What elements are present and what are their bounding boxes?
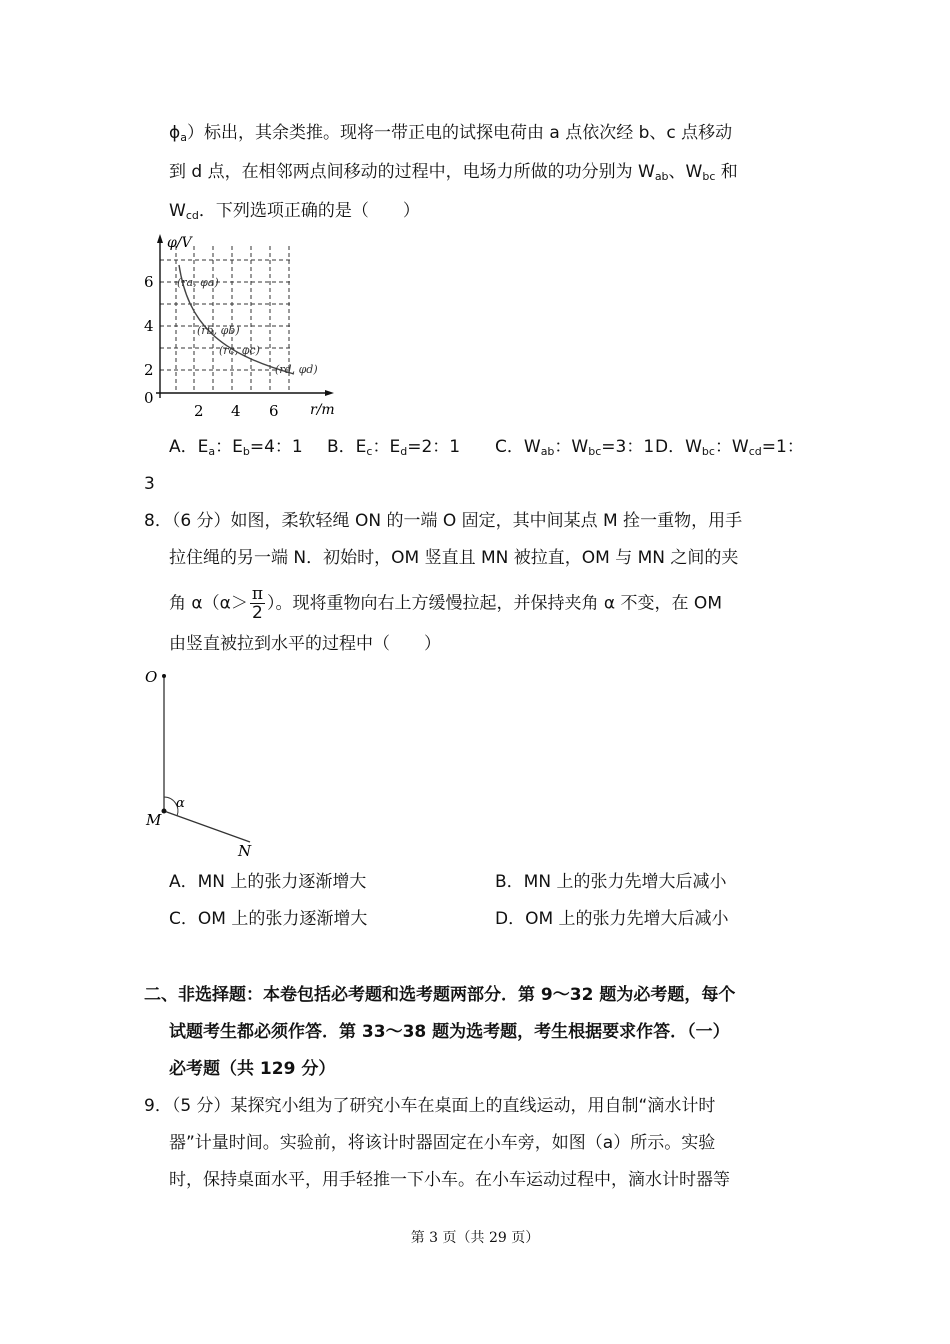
page-footer: 第 3 页（共 29 页） — [410, 1230, 540, 1246]
point-m — [162, 809, 167, 814]
q7-option-d: D．$W_{bc}$：$W_{cd}=1$： — [655, 437, 804, 458]
q9-line-2: 器”计量时间。实验前，将该计时器固定在小车旁，如图（a）所示。实验 — [169, 1133, 716, 1153]
q8-option-a: A．MN 上的张力逐渐增大 — [169, 872, 367, 892]
point-label-a: (ra, φa) — [177, 276, 219, 289]
potential-graph — [138, 228, 348, 420]
label-o: O — [145, 668, 158, 686]
section2-line-3: 必考题（共 129 分） — [169, 1059, 336, 1079]
q7-line-2: 到 d 点，在相邻两点间移动的过程中，电场力所做的功分别为 $W_{ab}$、$W_{bc}$ 和 — [169, 162, 738, 183]
section2-line-2: 试题考生都必须作答．第 33～38 题为选考题，考生根据要求作答．（一） — [169, 1022, 730, 1042]
q8-option-d: D．OM 上的张力先增大后减小 — [495, 909, 729, 929]
label-alpha: α — [176, 796, 185, 811]
rope-figure — [140, 664, 270, 864]
y-tick-6: 6 — [144, 273, 154, 291]
q7-option-b: B．$E_c$：$E_d=2$：1 — [327, 437, 461, 458]
q7-option-a: A．$E_a$：$E_b=4$：1 — [169, 437, 303, 458]
point-label-c: (rc, φc) — [219, 344, 260, 357]
origin-label: 0 — [144, 389, 154, 407]
x-tick-4: 4 — [231, 402, 241, 420]
point-label-b: (rb, φb) — [197, 324, 240, 337]
q8-line-4: 由竖直被拉到水平的过程中（ ） — [169, 634, 441, 654]
q7-option-d-wrap: 3 — [144, 474, 155, 494]
x-axis-arrow — [325, 390, 334, 396]
x-axis-label: r/m — [310, 402, 335, 418]
q8-option-c: C．OM 上的张力逐渐增大 — [169, 909, 368, 929]
q8-line-1: 8．（6 分）如图，柔软轻绳 ON 的一端 O 固定，其中间某点 M 拴一重物，用手 — [144, 511, 743, 531]
x-tick-2: 2 — [194, 402, 204, 420]
point-label-d: (rd, φd) — [275, 363, 318, 376]
y-tick-4: 4 — [144, 317, 154, 335]
q7-line-1: $\phi_a$）标出，其余类推。现将一带正电的试探电荷由 a 点依次经 b、c 点移动 — [169, 123, 733, 144]
section2-line-1: 二、非选择题：本卷包括必考题和选考题两部分．第 9～32 题为必考题，每个 — [144, 985, 736, 1005]
q8-option-b: B．MN 上的张力先增大后减小 — [495, 872, 727, 892]
x-tick-6: 6 — [269, 402, 279, 420]
y-tick-2: 2 — [144, 361, 154, 379]
q8-line-2: 拉住绳的另一端 N．初始时，OM 竖直且 MN 被拉直，OM 与 MN 之间的夹 — [169, 548, 739, 568]
q9-line-1: 9．（5 分）某探究小组为了研究小车在桌面上的直线运动，用自制“滴水计时 — [144, 1096, 716, 1116]
q9-line-3: 时，保持桌面水平，用手轻推一下小车。在小车运动过程中，滴水计时器等 — [169, 1170, 730, 1190]
label-m: M — [146, 811, 162, 829]
y-axis-arrow — [157, 234, 163, 243]
q7-line-3: $W_{cd}$．下列选项正确的是（ ） — [169, 201, 420, 222]
point-o — [162, 674, 166, 678]
pi-over-2-fraction: $\frac{\pi}{2}$ — [251, 584, 264, 623]
q8-line-3: 角 α（α＞ $\frac{\pi}{2}$ ）。现将重物向右上方缓慢拉起，并保持夹角 α 不变，在 OM — [169, 584, 722, 623]
y-axis-label: φ/V — [167, 235, 192, 251]
q7-option-c: C．$W_{ab}$：$W_{bc}=3$：1 — [495, 437, 655, 458]
label-n: N — [238, 842, 252, 860]
